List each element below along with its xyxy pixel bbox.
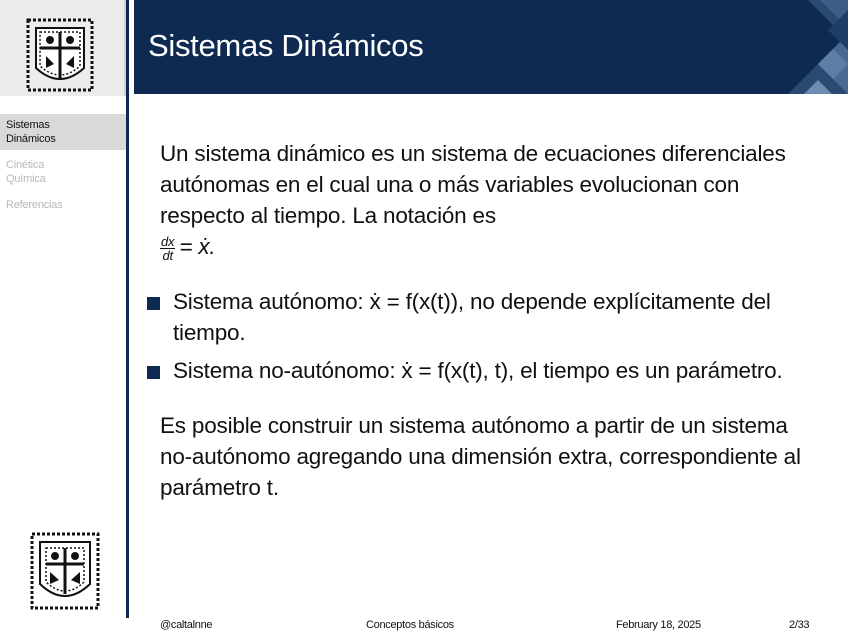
- sidebar-item-sistemas-dinamicos[interactable]: Sistemas Dinámicos: [0, 114, 126, 150]
- fraction-denominator: dt: [162, 247, 173, 263]
- intro-paragraph: [160, 138, 820, 262]
- notation-rest: = ẋ.: [179, 234, 216, 259]
- footer-author: @caltalnne: [160, 619, 213, 631]
- slide-footer: [160, 617, 820, 633]
- university-crest-icon: [26, 18, 94, 92]
- sidebar-nav: [0, 114, 126, 216]
- bullet-square-icon: [147, 366, 160, 379]
- slide-header: [134, 0, 848, 94]
- intro-text: Un sistema dinámico es un sistema de ecuaciones diferenciales autónomas en el cual una o más variables evolucionan con respecto al tiempo. La notación es: [160, 141, 786, 228]
- sidebar-item-cinetica-quimica[interactable]: Cinética Química: [6, 159, 46, 185]
- bullet-square-icon: [147, 297, 160, 310]
- bullet-list: [160, 286, 820, 386]
- list-item: [160, 286, 820, 348]
- university-crest-icon: [30, 532, 100, 610]
- sidebar: [0, 0, 128, 635]
- footer-topic: Conceptos básicos: [366, 619, 454, 631]
- bullet-text: Sistema no-autónomo: ẋ = f(x(t), t), el tiempo es un parámetro.: [173, 358, 783, 383]
- slide-content: [160, 138, 820, 503]
- footer-date: February 18, 2025: [616, 619, 701, 631]
- list-item: [160, 355, 820, 386]
- closing-paragraph: Es posible construir un sistema autónomo a partir de un sistema no-autónomo agregando una dimensión extra, correspondiente al parámetro t.: [160, 413, 801, 500]
- logo-panel: [0, 0, 126, 96]
- page-title: Sistemas Dinámicos: [148, 28, 424, 63]
- bullet-text: Sistema autónomo: ẋ = f(x(t)), no depende explícitamente del tiempo.: [173, 289, 771, 345]
- footer-page-number: 2/33: [789, 619, 810, 631]
- header-decoration-icon: [748, 0, 848, 94]
- sidebar-divider: [126, 0, 129, 618]
- notation-fraction: [160, 235, 175, 262]
- fraction-numerator: dx: [161, 233, 175, 249]
- sidebar-item-referencias[interactable]: Referencias: [6, 199, 63, 211]
